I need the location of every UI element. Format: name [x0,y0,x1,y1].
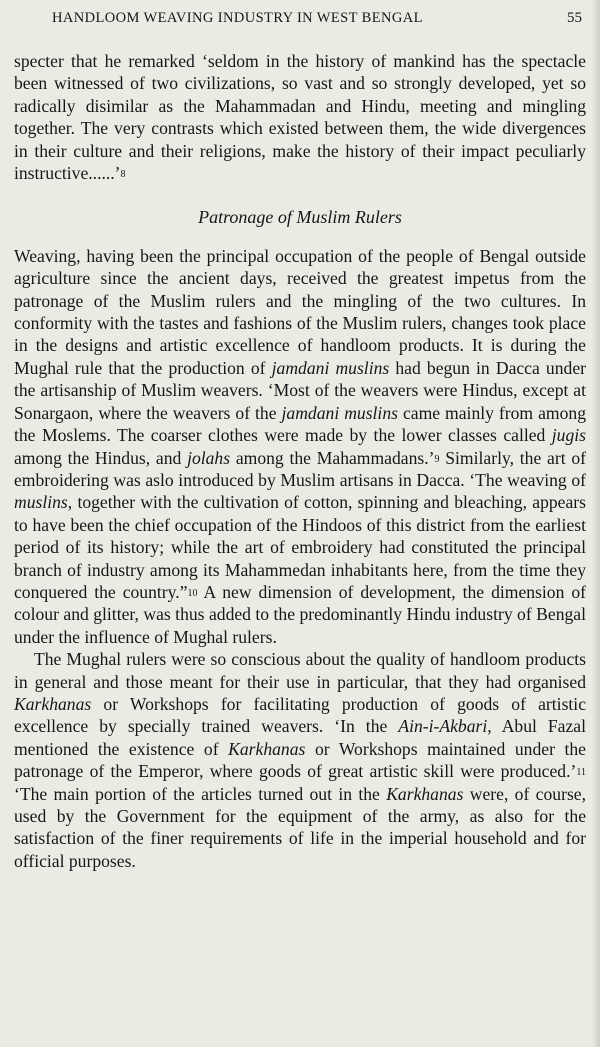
page-body [14,50,586,872]
section-heading: Patronage of Muslim Rulers [198,207,402,228]
running-head: HANDLOOM WEAVING INDUSTRY IN WEST BENGAL [52,10,423,26]
page-edge-shadow [592,0,600,1047]
paragraph-mughal: The Mughal rulers were so conscious about the quality of handloom products in general and those meant for their use in particular, that they had organised Karkhanas or Workshops for facilitating production of goods of artistic excellence by specially trained weavers. ‘In the Ain-i-Akbari, Abul Fazal mentioned the existence of Karkhanas or Workshops maintained under the patronage of the Emperor, where goods of great artistic skill were produced.’$^{11}$ ‘The main portion of the articles turned out in the Karkhanas were, of course, used by the Government for the equipment of the army, as also for the satisfaction of the finer requirements of life in the imperial household and for official purposes. [14,649,586,871]
footnote-ref: 9 [434,453,440,465]
paragraph-weaving: Weaving, having been the principal occupation of the people of Bengal outside agriculture since the ancient days, received the greatest impetus from the patronage of the Muslim rulers and the mingling of the two cultures. In conformity with the tastes and fashions of the Muslim rulers, changes took place in the designs and artistic excellence of handloom products. It is during the Mughal rule that the production of jamdani muslins had begun in Dacca under the artisanship of Muslim weavers. ‘Most of the weavers were Hindus, except at Sonargaon, where the weavers of the jamdani muslins came mainly from among the Moslems. The coarser clothes were made by the lower classes called jugis among the Hindus, and jolahs among the Mahammadans.’$^9$ Similarly, the art of embroidering was aslo introduced by Muslim artisans in Dacca. ‘The weaving of muslins, together with the cultivation of cotton, spinning and bleaching, appears to have been the chief occupation of the Hindoos of this district from the earliest period of its history; while the art of embroidery had constituted the principal branch of industry among its Mahammedan inhabitants here, from the time they conquered the country.”$^{10}$ A new dimension of development, the dimension of colour and glitter, was thus added to the predominantly Hindu industry of Bengal under the influence of Mughal rulers. [14,245,587,647]
paragraph-continued: specter that he remarked ‘seldom in the history of mankind has the spectacle been witnessed of two civilizations, so vast and so strongly developed, yet so radically disimilar as the Mahammadan and Hindu, meeting and mingling together. The very contrasts which existed between them, the wide divergences in their culture and their religions, make the history of their impact peculiarly instructive......’$^8$ [14,51,586,184]
footnote-ref: 11 [576,767,586,779]
footnote-ref: 8 [120,169,126,181]
page-header [0,6,600,30]
page-number: 55 [567,10,582,26]
footnote-ref: 10 [187,587,198,599]
